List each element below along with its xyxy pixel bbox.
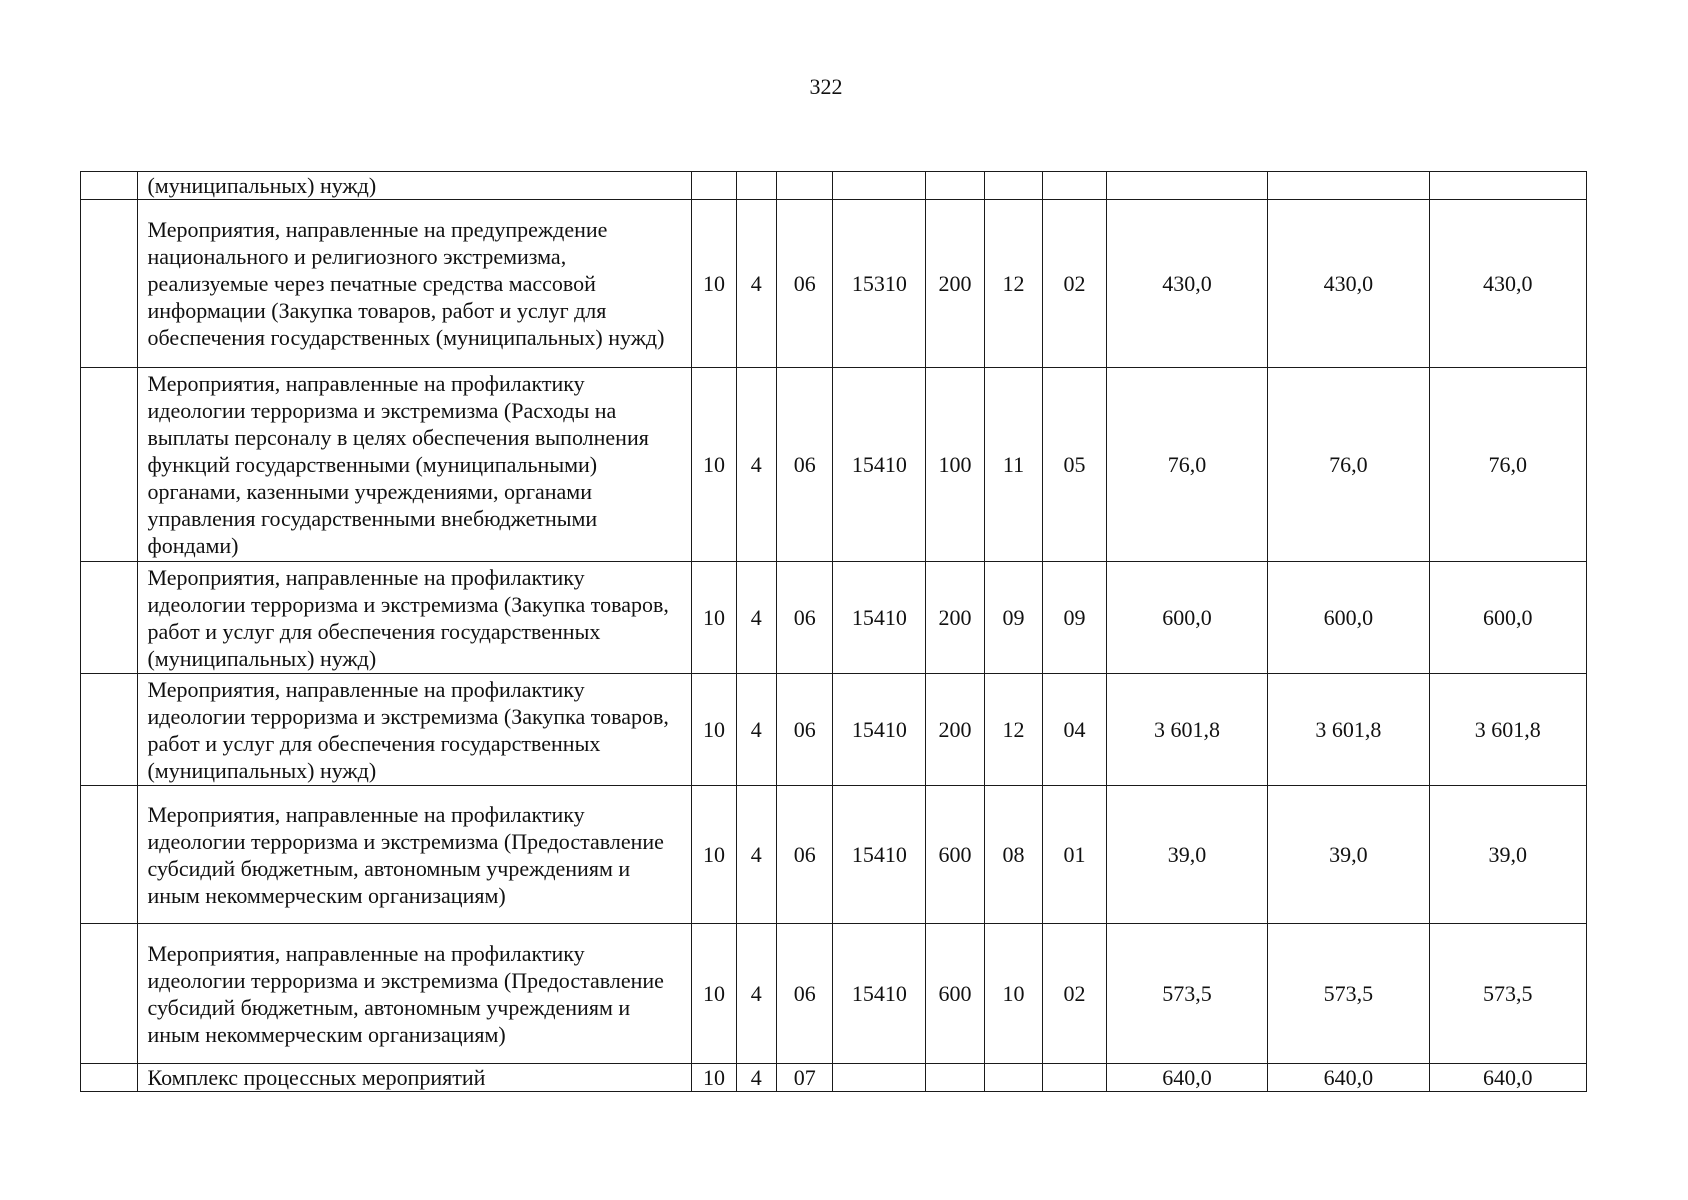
amount-cell-2: 640,0 [1268, 1064, 1429, 1092]
code-cell-4: 15410 [833, 924, 926, 1064]
amount-cell-2: 3 601,8 [1268, 674, 1429, 786]
row-index-cell [81, 786, 138, 924]
code-cell-5 [926, 1064, 985, 1092]
code-cell-6: 12 [984, 200, 1043, 368]
row-index-cell [81, 200, 138, 368]
code-cell-4: 15410 [833, 674, 926, 786]
code-cell-1: 10 [692, 674, 736, 786]
amount-cell-3: 600,0 [1429, 562, 1586, 674]
code-cell-4: 15310 [833, 200, 926, 368]
code-cell-7: 02 [1043, 200, 1107, 368]
code-cell-5 [926, 172, 985, 200]
code-cell-5: 200 [926, 674, 985, 786]
code-cell-7 [1043, 172, 1107, 200]
code-cell-2: 4 [736, 368, 776, 562]
code-cell-6: 12 [984, 674, 1043, 786]
code-cell-3: 06 [776, 924, 832, 1064]
code-cell-4 [833, 1064, 926, 1092]
code-cell-1: 10 [692, 786, 736, 924]
code-cell-2: 4 [736, 200, 776, 368]
code-cell-5: 200 [926, 200, 985, 368]
code-cell-4 [833, 172, 926, 200]
code-cell-5: 600 [926, 924, 985, 1064]
amount-cell-1: 600,0 [1106, 562, 1267, 674]
amount-cell-2 [1268, 172, 1429, 200]
table-row [81, 1064, 1587, 1092]
code-cell-3: 06 [776, 368, 832, 562]
item-name-cell: Мероприятия, направленные на профилактику идеологии терроризма и экстремизма (Закупка товаров, работ и услуг для обеспечения государственных (муниципальных) нужд) [138, 674, 692, 786]
code-cell-4: 15410 [833, 786, 926, 924]
amount-cell-1: 430,0 [1106, 200, 1267, 368]
item-name-cell: Комплекс процессных мероприятий [138, 1064, 692, 1092]
code-cell-2: 4 [736, 562, 776, 674]
amount-cell-3: 39,0 [1429, 786, 1586, 924]
code-cell-6: 09 [984, 562, 1043, 674]
code-cell-1 [692, 172, 736, 200]
table-row [81, 674, 1587, 786]
code-cell-2: 4 [736, 674, 776, 786]
amount-cell-2: 39,0 [1268, 786, 1429, 924]
amount-cell-2: 76,0 [1268, 368, 1429, 562]
code-cell-4: 15410 [833, 368, 926, 562]
amount-cell-3: 573,5 [1429, 924, 1586, 1064]
amount-cell-3: 430,0 [1429, 200, 1586, 368]
code-cell-6 [984, 172, 1043, 200]
code-cell-1: 10 [692, 368, 736, 562]
code-cell-2: 4 [736, 786, 776, 924]
table-row [81, 368, 1587, 562]
page-number: 322 [809, 74, 843, 99]
amount-cell-1: 39,0 [1106, 786, 1267, 924]
code-cell-4: 15410 [833, 562, 926, 674]
table-row [81, 200, 1587, 368]
code-cell-1: 10 [692, 562, 736, 674]
item-name-cell: Мероприятия, направленные на профилактику идеологии терроризма и экстремизма (Предоставление субсидий бюджетным, автономным учреждениям и иным некоммерческим организациям) [138, 786, 692, 924]
item-name-cell: Мероприятия, направленные на профилактику идеологии терроризма и экстремизма (Расходы на выплаты персоналу в целях обеспечения выполнения функций государственными (муниципальными) органами, казенными учреждениями, органами управления государственными внебюджетными фондами) [138, 368, 692, 562]
amount-cell-3: 3 601,8 [1429, 674, 1586, 786]
code-cell-5: 200 [926, 562, 985, 674]
row-index-cell [81, 368, 138, 562]
code-cell-7 [1043, 1064, 1107, 1092]
item-name-cell: (муниципальных) нужд) [138, 172, 692, 200]
code-cell-2 [736, 172, 776, 200]
code-cell-3 [776, 172, 832, 200]
budget-table [80, 171, 1587, 1092]
code-cell-1: 10 [692, 200, 736, 368]
code-cell-2: 4 [736, 924, 776, 1064]
code-cell-3: 07 [776, 1064, 832, 1092]
code-cell-7: 04 [1043, 674, 1107, 786]
code-cell-6: 08 [984, 786, 1043, 924]
table-row [81, 786, 1587, 924]
code-cell-3: 06 [776, 200, 832, 368]
code-cell-3: 06 [776, 562, 832, 674]
code-cell-6: 11 [984, 368, 1043, 562]
code-cell-7: 05 [1043, 368, 1107, 562]
amount-cell-1: 640,0 [1106, 1064, 1267, 1092]
amount-cell-1 [1106, 172, 1267, 200]
code-cell-7: 09 [1043, 562, 1107, 674]
amount-cell-1: 76,0 [1106, 368, 1267, 562]
code-cell-6: 10 [984, 924, 1043, 1064]
item-name-cell: Мероприятия, направленные на предупреждение национального и религиозного экстремизма, реализуемые через печатные средства массовой информации (Закупка товаров, работ и услуг для обеспечения государственных (муниципальных) нужд) [138, 200, 692, 368]
code-cell-2: 4 [736, 1064, 776, 1092]
amount-cell-1: 573,5 [1106, 924, 1267, 1064]
row-index-cell [81, 562, 138, 674]
row-index-cell [81, 674, 138, 786]
amount-cell-3 [1429, 172, 1586, 200]
code-cell-6 [984, 1064, 1043, 1092]
code-cell-3: 06 [776, 786, 832, 924]
code-cell-7: 02 [1043, 924, 1107, 1064]
item-name-cell: Мероприятия, направленные на профилактику идеологии терроризма и экстремизма (Предоставление субсидий бюджетным, автономным учреждениям и иным некоммерческим организациям) [138, 924, 692, 1064]
table-row [81, 924, 1587, 1064]
amount-cell-3: 640,0 [1429, 1064, 1586, 1092]
amount-cell-3: 76,0 [1429, 368, 1586, 562]
table-row [81, 562, 1587, 674]
code-cell-5: 100 [926, 368, 985, 562]
row-index-cell [81, 172, 138, 200]
item-name-cell: Мероприятия, направленные на профилактику идеологии терроризма и экстремизма (Закупка товаров, работ и услуг для обеспечения государственных (муниципальных) нужд) [138, 562, 692, 674]
table-row [81, 172, 1587, 200]
amount-cell-2: 600,0 [1268, 562, 1429, 674]
amount-cell-2: 573,5 [1268, 924, 1429, 1064]
row-index-cell [81, 1064, 138, 1092]
code-cell-1: 10 [692, 1064, 736, 1092]
code-cell-1: 10 [692, 924, 736, 1064]
code-cell-7: 01 [1043, 786, 1107, 924]
row-index-cell [81, 924, 138, 1064]
amount-cell-1: 3 601,8 [1106, 674, 1267, 786]
code-cell-5: 600 [926, 786, 985, 924]
table-body [81, 172, 1587, 1092]
amount-cell-2: 430,0 [1268, 200, 1429, 368]
code-cell-3: 06 [776, 674, 832, 786]
